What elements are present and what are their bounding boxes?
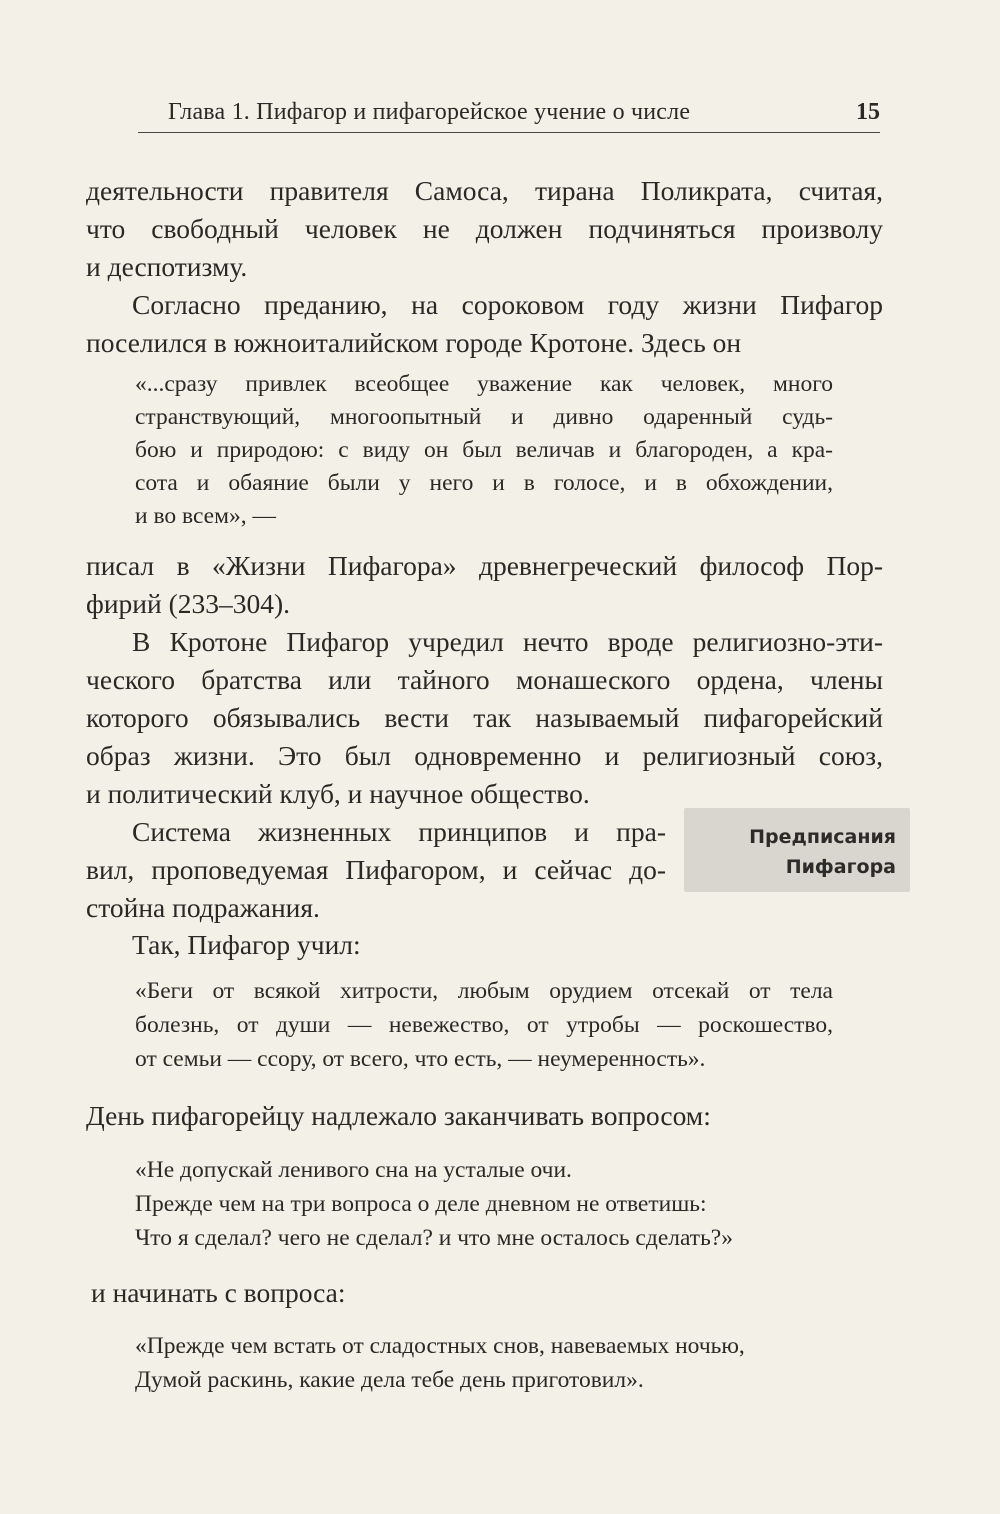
running-head — [138, 96, 880, 133]
page-number: 15 — [856, 99, 880, 125]
paragraph-line: писал в «Жизни Пифагора» древнегреческий философ Пор- — [86, 550, 883, 581]
paragraph-line: деятельности правителя Самоса, тирана Поликрата, считая, — [86, 175, 883, 206]
paragraph-line: вил, проповедуемая Пифагором, и сейчас до- — [86, 854, 666, 885]
verse-line: Что я сделал? чего не сделал? и что мне осталось сделать?» — [135, 1225, 733, 1251]
paragraph-line: которого обязывались вести так называемый пифагорейский — [86, 702, 883, 733]
quote-line: «...сразу привлек всеобщее уважение как человек, много — [135, 371, 833, 397]
quote-line: и во всем», — — [135, 503, 276, 529]
paragraph-line: фирий (233–304). — [86, 588, 291, 619]
quote-line: болезнь, от души — невежество, от утробы — роскошество, — [135, 1012, 833, 1038]
chapter-title: Глава 1. Пифагор и пифагорейское учение о числе — [168, 99, 691, 125]
paragraph-line: День пифагорейцу надлежало заканчивать вопросом: — [86, 1100, 711, 1131]
quote-line: бою и природою: с виду он был величав и благороден, а кра- — [135, 437, 833, 463]
paragraph-line: образ жизни. Это был одновременно и религиозный союз, — [86, 740, 883, 771]
paragraph-line: Так, Пифагор учил: — [132, 929, 361, 960]
verse-line: «Прежде чем встать от сладостных снов, навеваемых ночью, — [135, 1333, 745, 1359]
quote-line: от семьи — ссору, от всего, что есть, — неумеренность». — [135, 1046, 706, 1072]
verse-line: Думой раскинь, какие дела тебе день приготовил». — [135, 1367, 644, 1393]
paragraph-line: ческого братства или тайного монашеского ордена, члены — [86, 664, 883, 695]
paragraph-line: Согласно преданию, на сороковом году жизни Пифагор — [132, 289, 883, 320]
quote-line: странствующий, многоопытный и дивно одаренный судь- — [135, 404, 833, 430]
paragraph-line: поселился в южноиталийском городе Кротоне. Здесь он — [86, 327, 742, 358]
verse-line: «Не допускай ленивого сна на усталые очи. — [135, 1157, 572, 1183]
margin-note-text: Предписания Пифагора — [749, 826, 896, 878]
paragraph-line: и начинать с вопроса: — [91, 1277, 346, 1308]
paragraph-line: Система жизненных принципов и пра- — [132, 816, 666, 847]
paragraph-line: стойна подражания. — [86, 892, 320, 923]
margin-note — [684, 808, 910, 892]
verse-line: Прежде чем на три вопроса о деле дневном не ответишь: — [135, 1191, 707, 1217]
paragraph-line: что свободный человек не должен подчиняться произволу — [86, 213, 883, 244]
quote-line: «Беги от всякой хитрости, любым орудием отсекай от тела — [135, 978, 833, 1004]
paragraph-line: В Кротоне Пифагор учредил нечто вроде религиозно-эти- — [132, 626, 883, 657]
paragraph-line: и деспотизму. — [86, 251, 248, 282]
quote-line: сота и обаяние были у него и в голосе, и в обхождении, — [135, 470, 833, 496]
paragraph-line: и политический клуб, и научное общество. — [86, 778, 590, 809]
